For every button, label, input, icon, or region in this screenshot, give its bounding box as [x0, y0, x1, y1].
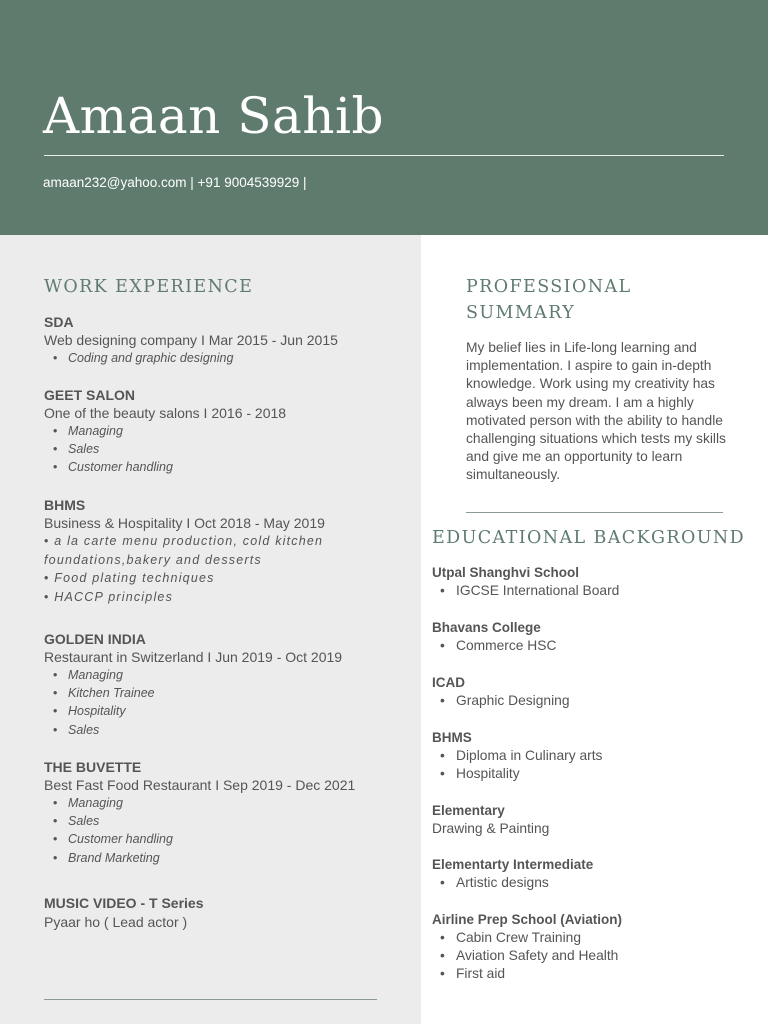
education-entry	[432, 911, 762, 984]
school-name: ICAD	[432, 675, 465, 690]
job-subtitle: Pyaar ho ( Lead actor )	[44, 914, 188, 930]
education-details	[432, 929, 762, 984]
job-subtitle: Restaurant in Switzerland I Jun 2019 - Oct 2019	[44, 649, 343, 665]
job-duty: • Food plating techniques	[44, 571, 215, 585]
job-entry-music-video	[44, 894, 414, 931]
job-subtitle: Business & Hospitality I Oct 2018 - May 2019	[44, 515, 325, 531]
job-subtitle: Best Fast Food Restaurant I Sep 2019 - Dec 2021	[44, 777, 356, 793]
work-experience-heading: WORK EXPERIENCE	[44, 277, 254, 297]
job-entry-bhms	[44, 496, 414, 606]
professional-summary-text: My belief lies in Life-long learning and implementation. I aspire to gain in-depth knowledge. Work using my creativity has always been my dream. I am a highly motivated person with the ability to handle challenging situations which tests my skills and give me an opportunity to learn simultaneously.	[466, 340, 726, 483]
job-duty: • Customer handling	[44, 830, 414, 848]
job-duties	[44, 666, 414, 739]
job-duty: • Managing	[44, 794, 414, 812]
job-duty: • Managing	[44, 422, 414, 440]
job-duty: • Sales	[44, 812, 414, 830]
education-details	[432, 692, 762, 710]
contact-info: amaan232@yahoo.com | +91 9004539929 |	[43, 175, 307, 190]
school-name: Elementarty Intermediate	[432, 857, 594, 872]
job-duty: • a la carte menu production, cold kitchen	[44, 534, 324, 548]
school-name: Utpal Shanghvi School	[432, 565, 580, 580]
job-duty-continued: foundations,bakery and desserts	[44, 552, 262, 567]
job-duties	[44, 532, 414, 606]
education-detail: • Artistic designs	[432, 874, 762, 892]
job-title: MUSIC VIDEO - T Series	[44, 895, 204, 911]
job-subtitle: Web designing company I Mar 2015 - Jun 2015	[44, 332, 338, 348]
education-details	[432, 582, 762, 600]
job-duties	[44, 422, 414, 477]
job-duty: • HACCP principles	[44, 589, 174, 604]
educational-background-heading: EDUCATIONAL BACKGROUND	[432, 528, 746, 548]
education-detail: Drawing & Painting	[432, 821, 550, 836]
education-detail: • Diploma in Culinary arts	[432, 747, 762, 765]
header-divider	[44, 155, 724, 156]
job-duty: • Kitchen Trainee	[44, 684, 414, 702]
school-name: Airline Prep School (Aviation)	[432, 912, 623, 927]
job-title: SDA	[44, 314, 74, 330]
job-duty: • Sales	[44, 721, 414, 739]
education-detail: • Cabin Crew Training	[432, 929, 762, 947]
job-title: THE BUVETTE	[44, 759, 142, 775]
job-subtitle: One of the beauty salons I 2016 - 2018	[44, 405, 287, 421]
job-title: BHMS	[44, 497, 86, 513]
job-entry-the-buvette	[44, 758, 414, 867]
education-details	[432, 637, 762, 655]
school-name: Elementary	[432, 803, 505, 818]
summary-divider	[466, 512, 723, 513]
professional-summary-heading: PROFESSIONAL SUMMARY	[466, 277, 632, 323]
education-entry	[432, 802, 762, 838]
school-name: BHMS	[432, 730, 472, 745]
job-duty: • Hospitality	[44, 702, 414, 720]
education-entry	[432, 564, 762, 600]
header-banner	[0, 0, 768, 235]
candidate-name: Amaan Sahib	[43, 87, 384, 145]
school-name: Bhavans College	[432, 620, 541, 635]
job-duty: • Sales	[44, 440, 414, 458]
education-detail: • First aid	[432, 965, 762, 983]
education-detail: • Hospitality	[432, 765, 762, 783]
education-detail: • IGCSE International Board	[432, 582, 762, 600]
education-detail: • Aviation Safety and Health	[432, 947, 762, 965]
job-duty: • Coding and graphic designing	[44, 349, 414, 367]
education-details	[432, 874, 762, 892]
job-duty: • Customer handling	[44, 458, 414, 476]
job-duty: • Brand Marketing	[44, 849, 414, 867]
job-duty: • Managing	[44, 666, 414, 684]
education-entry	[432, 619, 762, 655]
job-title: GOLDEN INDIA	[44, 631, 146, 647]
job-entry-sda	[44, 313, 414, 367]
education-entry	[432, 674, 762, 710]
education-details	[432, 747, 762, 783]
job-entry-geet-salon	[44, 386, 414, 477]
job-entry-golden-india	[44, 630, 414, 739]
job-duties	[44, 794, 414, 867]
left-column-divider	[44, 999, 377, 1000]
job-title: GEET SALON	[44, 387, 136, 403]
education-detail: • Commerce HSC	[432, 637, 762, 655]
education-entry	[432, 729, 762, 783]
job-duties	[44, 349, 414, 367]
education-detail: • Graphic Designing	[432, 692, 762, 710]
education-entry	[432, 856, 762, 892]
